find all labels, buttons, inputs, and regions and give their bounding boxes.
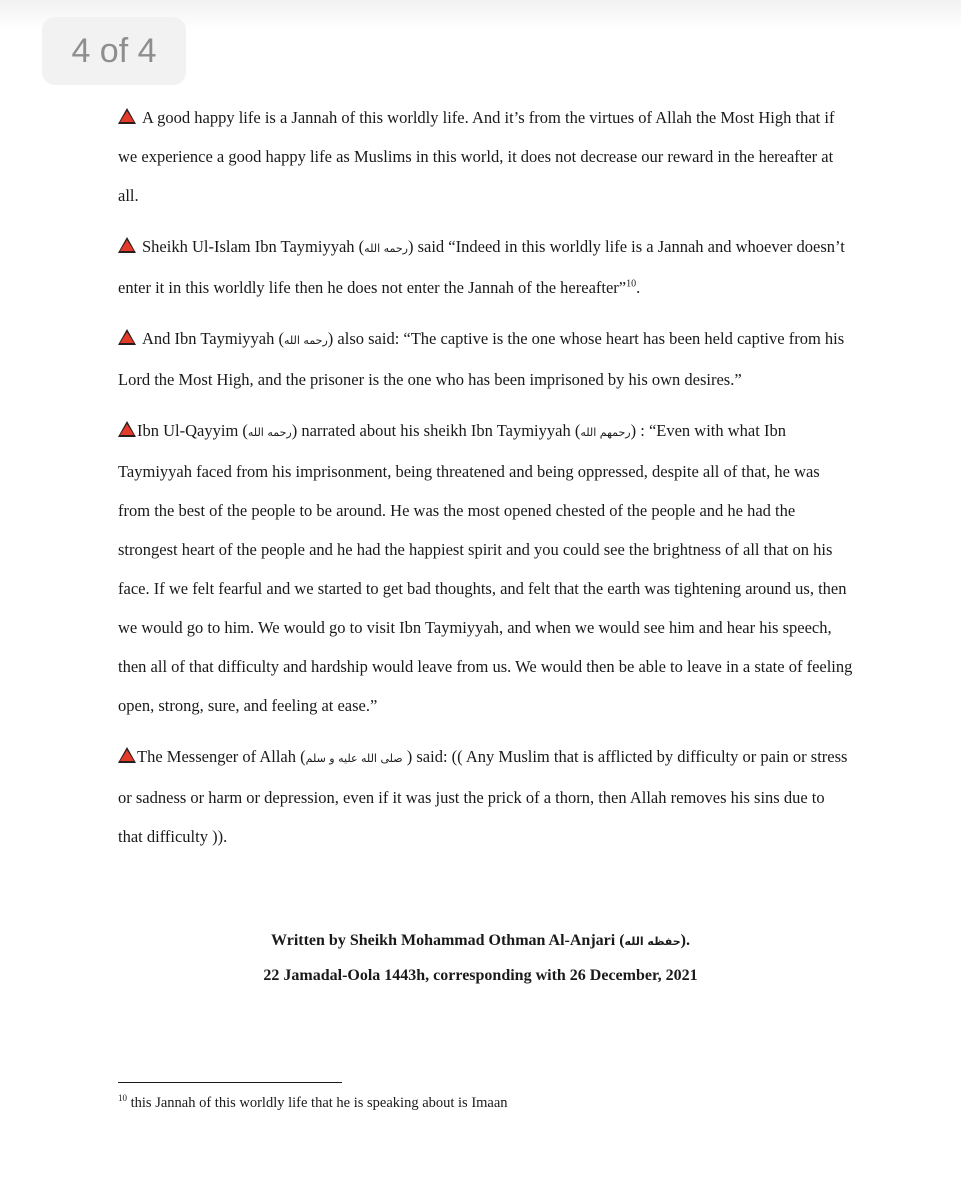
signature-block: [0, 924, 961, 993]
paragraph-3-post: ) also said: “The captive is the one whose heart has been held captive from his Lord the Most High, and the prisoner is the one who has been imprisoned by his own desires.”: [118, 329, 845, 389]
paragraph-2-pre: Sheikh Ul-Islam Ibn Taymiyyah (: [142, 237, 365, 256]
footnote-divider: [118, 1082, 342, 1083]
signature-author-post: ).: [680, 932, 690, 949]
warning-triangle-icon: [118, 421, 136, 437]
page-indicator-label: 4 of 4: [71, 31, 157, 70]
arabic-honorific: رحمه الله: [283, 334, 328, 347]
footnote-text: this Jannah of this worldly life that he is speaking about is Imaan: [127, 1095, 508, 1111]
arabic-honorific: رحمه الله: [364, 242, 408, 255]
paragraph-2-post: ) said “Indeed in this worldly life is a Jannah and whoever doesn’t enter it in this worldly life then he does not enter the Jannah of the hereafter”: [118, 237, 845, 297]
warning-triangle-icon: [118, 747, 136, 763]
paragraph-4-pre: Ibn Ul-Qayyim (: [137, 421, 248, 440]
document-body: [118, 98, 853, 868]
signature-author: [0, 924, 961, 959]
paragraph-2: [118, 227, 853, 307]
footnote-number: 10: [118, 1093, 127, 1104]
paragraph-5-post: ) said: (( Any Muslim that is afflicted by difficulty or pain or stress or sadness or harm or depression, even if it was just the prick of a thorn, then Allah removes his sins due to that difficulty )).: [118, 747, 848, 846]
arabic-honorific: رحمهم الله: [580, 426, 631, 439]
signature-date: 22 Jamadal-Oola 1443h, corresponding with 26 December, 2021: [263, 967, 698, 984]
arabic-honorific: حفظه الله: [624, 935, 681, 948]
warning-triangle-icon: [118, 237, 136, 253]
arabic-honorific: صلى الله عليه و سلم: [305, 752, 403, 765]
page-indicator: [42, 17, 186, 85]
paragraph-4-post: ) : “Even with what Ibn Taymiyyah faced from his imprisonment, being threatened and being oppressed, despite all of that, he was from the best of the people to be around. He was the most opened chested of the people and he had the strongest heart of the people and he had the happiest spirit and you could see the brightness of all that on his face. If we felt fearful and we started to get bad thoughts, and felt that the earth was tightening around us, then we would go to him. We would go to visit Ibn Taymiyyah, and when we would see him and hear his speech, then all of that difficulty and hardship would leave from us. We would then be able to leave in a state of feeling open, strong, sure, and feeling at ease.”: [118, 421, 853, 715]
paragraph-1: [118, 98, 853, 215]
paragraph-3: [118, 319, 853, 399]
warning-triangle-icon: [118, 329, 136, 345]
footnote-reference: 10: [626, 278, 637, 290]
paragraph-5-pre: The Messenger of Allah (: [137, 747, 306, 766]
paragraph-4-mid: ) narrated about his sheikh Ibn Taymiyyah (: [291, 421, 581, 440]
signature-author-pre: Written by Sheikh Mohammad Othman Al-Anjari (: [271, 932, 625, 949]
paragraph-1-text: A good happy life is a Jannah of this worldly life. And it’s from the virtues of Allah the Most High that if we experience a good happy life as Muslims in this world, it does not decrease our reward in the hereafter at all.: [118, 108, 835, 205]
warning-triangle-icon: [118, 108, 136, 124]
paragraph-5: [118, 737, 853, 856]
paragraph-2-end: .: [636, 278, 641, 297]
paragraph-4: [118, 411, 853, 725]
footnote: [118, 1094, 508, 1112]
arabic-honorific: رحمه الله: [247, 426, 292, 439]
paragraph-3-pre: And Ibn Taymiyyah (: [142, 329, 284, 348]
